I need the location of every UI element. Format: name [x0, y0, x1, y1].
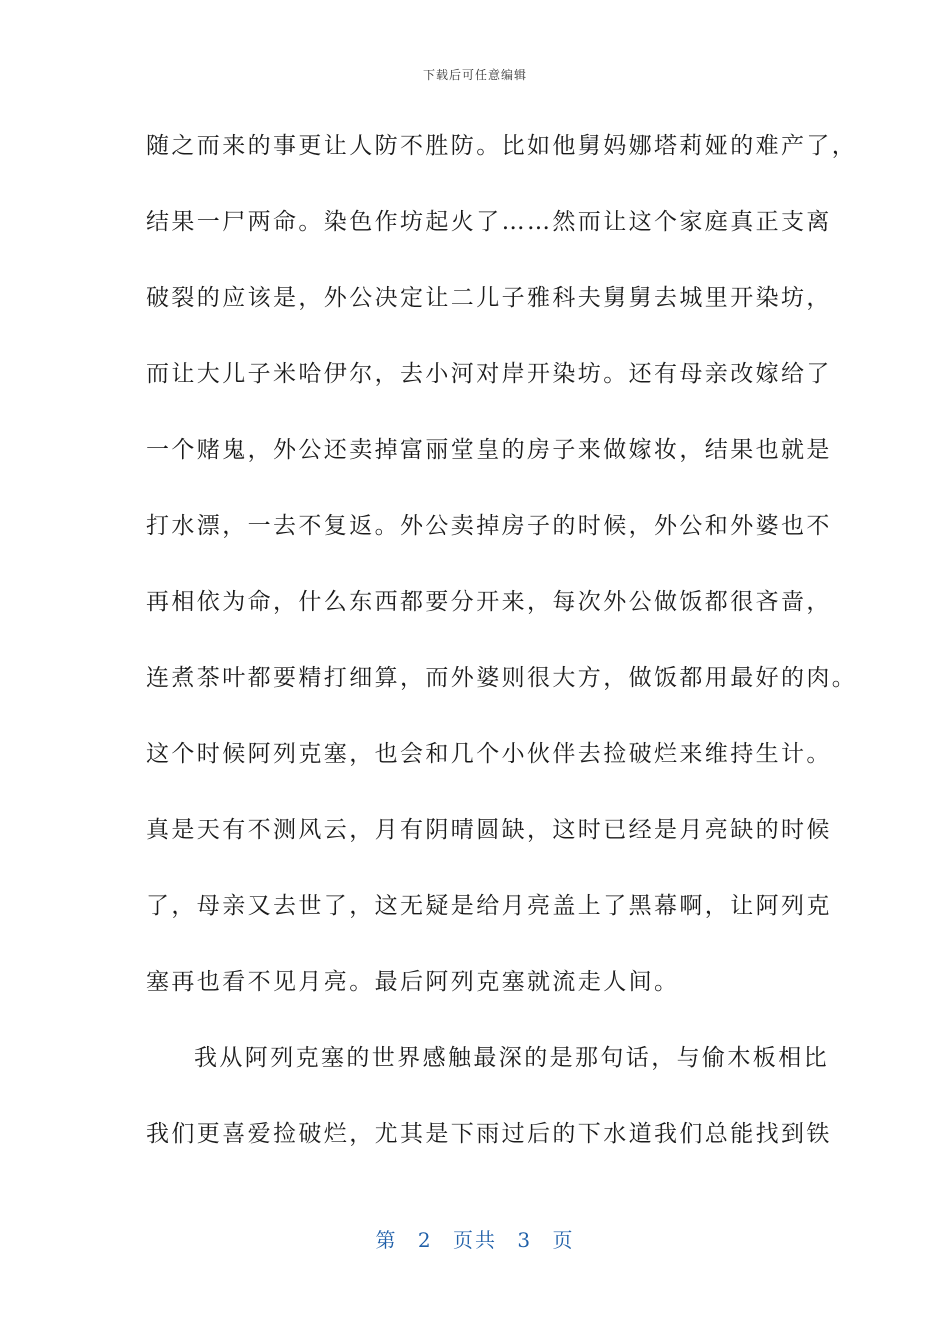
body-line: 连煮茶叶都要精打细算，而外婆则很大方，做饭都用最好的肉。	[146, 665, 858, 691]
footer-prefix: 第	[375, 1228, 398, 1252]
body-line: 随之而来的事更让人防不胜防。比如他舅妈娜塔莉娅的难产了，	[146, 133, 858, 159]
footer-page-number: 2	[417, 1228, 433, 1252]
page-header	[0, 66, 950, 83]
body-line: 结果一尸两命。染色作坊起火了……然而让这个家庭真正支离	[146, 209, 832, 235]
body-line: 破裂的应该是，外公决定让二儿子雅科夫舅舅去城里开染坊，	[146, 285, 832, 311]
footer-middle: 页共	[453, 1228, 497, 1252]
page-footer	[0, 1224, 950, 1253]
body-line: 真是天有不测风云，月有阴晴圆缺，这时已经是月亮缺的时候	[146, 817, 832, 843]
body-line: 这个时候阿列克塞，也会和几个小伙伴去捡破烂来维持生计。	[146, 741, 832, 767]
body-line: 一个赌鬼，外公还卖掉富丽堂皇的房子来做嫁妆，结果也就是	[146, 437, 832, 463]
body-line: 打水漂，一去不复返。外公卖掉房子的时候，外公和外婆也不	[146, 513, 832, 539]
body-line: 塞再也看不见月亮。最后阿列克塞就流走人间。	[146, 969, 680, 995]
header-text: 下载后可任意编辑	[422, 68, 527, 82]
footer-total-pages: 3	[517, 1228, 533, 1252]
body-line: 我们更喜爱捡破烂，尤其是下雨过后的下水道我们总能找到铁	[146, 1121, 832, 1147]
body-line: 了，母亲又去世了，这无疑是给月亮盖上了黑幕啊，让阿列克	[146, 893, 832, 919]
footer-suffix: 页	[552, 1228, 575, 1252]
body-line: 而让大儿子米哈伊尔，去小河对岸开染坊。还有母亲改嫁给了	[146, 361, 832, 387]
body-line: 再相依为命，什么东西都要分开来，每次外公做饭都很吝啬，	[146, 589, 832, 615]
document-body	[146, 126, 858, 1190]
body-line-paragraph-start: 我从阿列克塞的世界感触最深的是那句话，与偷木板相比	[194, 1045, 829, 1071]
